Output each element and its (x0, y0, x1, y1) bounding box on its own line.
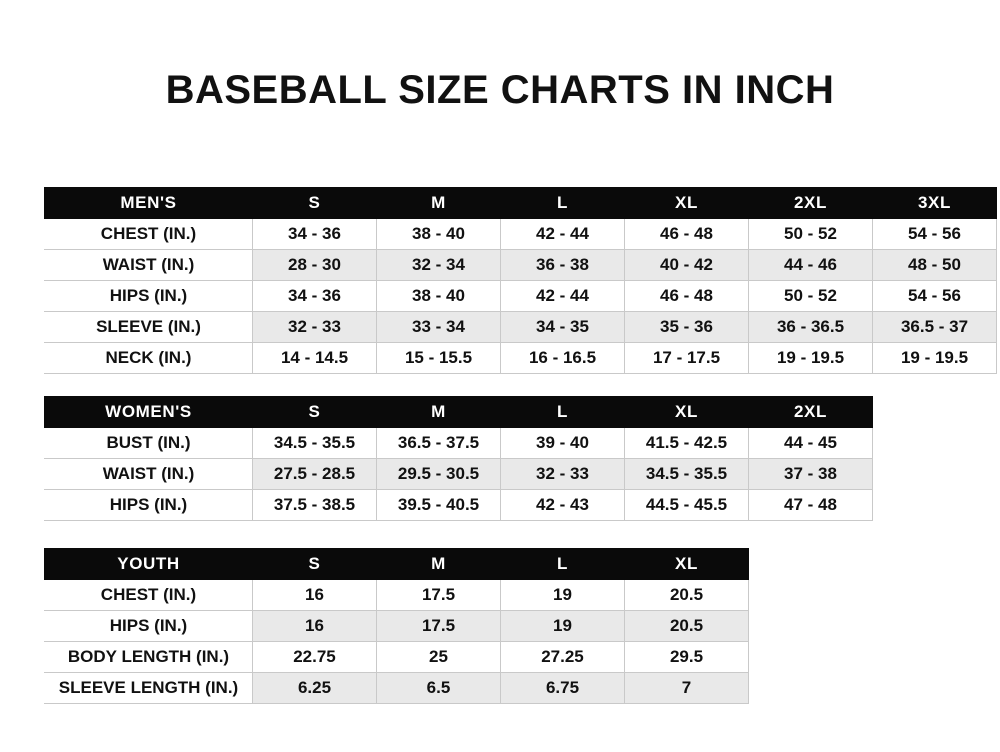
table-row (45, 281, 997, 312)
column-header: XL (625, 188, 749, 219)
table-cell: 37 - 38 (749, 459, 873, 490)
table-cell: 54 - 56 (873, 219, 997, 250)
column-header: L (501, 549, 625, 580)
table-cell: 34 - 36 (253, 219, 377, 250)
column-header: YOUTH (45, 549, 253, 580)
row-label: HIPS (IN.) (45, 490, 253, 521)
column-header: MEN'S (45, 188, 253, 219)
table-cell: 19 - 19.5 (749, 343, 873, 374)
table-cell: 22.75 (253, 642, 377, 673)
column-header: XL (625, 549, 749, 580)
table-header-row (45, 549, 749, 580)
table-cell: 19 (501, 611, 625, 642)
row-label: HIPS (IN.) (45, 281, 253, 312)
mens-size-chart (44, 187, 997, 374)
table-cell: 25 (377, 642, 501, 673)
table-cell: 36 - 38 (501, 250, 625, 281)
table-cell: 20.5 (625, 580, 749, 611)
table-header-row (45, 397, 873, 428)
column-header: S (253, 549, 377, 580)
table-cell: 36.5 - 37.5 (377, 428, 501, 459)
table-cell: 6.75 (501, 673, 625, 704)
table-cell: 50 - 52 (749, 219, 873, 250)
table-cell: 16 - 16.5 (501, 343, 625, 374)
column-header: M (377, 397, 501, 428)
table-cell: 38 - 40 (377, 281, 501, 312)
table-cell: 36 - 36.5 (749, 312, 873, 343)
column-header: L (501, 397, 625, 428)
column-header: 3XL (873, 188, 997, 219)
table-cell: 46 - 48 (625, 219, 749, 250)
youth-table (44, 548, 749, 704)
table-row (45, 611, 749, 642)
table-row (45, 673, 749, 704)
table-cell: 44.5 - 45.5 (625, 490, 749, 521)
column-header: S (253, 188, 377, 219)
table-cell: 6.25 (253, 673, 377, 704)
table-cell: 29.5 - 30.5 (377, 459, 501, 490)
table-cell: 42 - 43 (501, 490, 625, 521)
table-row (45, 580, 749, 611)
table-cell: 34 - 36 (253, 281, 377, 312)
table-cell: 41.5 - 42.5 (625, 428, 749, 459)
table-cell: 32 - 34 (377, 250, 501, 281)
column-header: 2XL (749, 188, 873, 219)
row-label: SLEEVE (IN.) (45, 312, 253, 343)
youth-size-chart (44, 548, 749, 704)
table-cell: 37.5 - 38.5 (253, 490, 377, 521)
table-cell: 38 - 40 (377, 219, 501, 250)
row-label: NECK (IN.) (45, 343, 253, 374)
womens-size-chart (44, 396, 873, 521)
table-cell: 50 - 52 (749, 281, 873, 312)
table-row (45, 250, 997, 281)
table-row (45, 490, 873, 521)
table-cell: 34 - 35 (501, 312, 625, 343)
table-cell: 17.5 (377, 611, 501, 642)
column-header: L (501, 188, 625, 219)
table-cell: 28 - 30 (253, 250, 377, 281)
row-label: BUST (IN.) (45, 428, 253, 459)
table-cell: 36.5 - 37 (873, 312, 997, 343)
table-cell: 29.5 (625, 642, 749, 673)
table-cell: 27.25 (501, 642, 625, 673)
table-cell: 32 - 33 (501, 459, 625, 490)
table-cell: 19 - 19.5 (873, 343, 997, 374)
table-cell: 33 - 34 (377, 312, 501, 343)
row-label: SLEEVE LENGTH (IN.) (45, 673, 253, 704)
table-row (45, 642, 749, 673)
table-cell: 54 - 56 (873, 281, 997, 312)
table-cell: 14 - 14.5 (253, 343, 377, 374)
table-row (45, 312, 997, 343)
table-cell: 16 (253, 580, 377, 611)
table-cell: 39.5 - 40.5 (377, 490, 501, 521)
table-row (45, 219, 997, 250)
table-row (45, 428, 873, 459)
table-header-row (45, 188, 997, 219)
table-cell: 17 - 17.5 (625, 343, 749, 374)
table-row (45, 343, 997, 374)
column-header: M (377, 188, 501, 219)
table-cell: 35 - 36 (625, 312, 749, 343)
table-cell: 34.5 - 35.5 (625, 459, 749, 490)
table-cell: 17.5 (377, 580, 501, 611)
table-cell: 7 (625, 673, 749, 704)
row-label: CHEST (IN.) (45, 580, 253, 611)
table-cell: 48 - 50 (873, 250, 997, 281)
table-cell: 6.5 (377, 673, 501, 704)
table-cell: 39 - 40 (501, 428, 625, 459)
column-header: WOMEN'S (45, 397, 253, 428)
table-cell: 42 - 44 (501, 219, 625, 250)
column-header: M (377, 549, 501, 580)
row-label: WAIST (IN.) (45, 250, 253, 281)
column-header: S (253, 397, 377, 428)
table-cell: 20.5 (625, 611, 749, 642)
table-cell: 16 (253, 611, 377, 642)
page-title: BASEBALL SIZE CHARTS IN INCH (165, 68, 835, 112)
row-label: WAIST (IN.) (45, 459, 253, 490)
row-label: BODY LENGTH (IN.) (45, 642, 253, 673)
table-cell: 47 - 48 (749, 490, 873, 521)
table-cell: 42 - 44 (501, 281, 625, 312)
column-header: XL (625, 397, 749, 428)
table-cell: 27.5 - 28.5 (253, 459, 377, 490)
table-row (45, 459, 873, 490)
table-cell: 44 - 46 (749, 250, 873, 281)
table-cell: 40 - 42 (625, 250, 749, 281)
row-label: CHEST (IN.) (45, 219, 253, 250)
table-cell: 46 - 48 (625, 281, 749, 312)
column-header: 2XL (749, 397, 873, 428)
table-cell: 15 - 15.5 (377, 343, 501, 374)
table-cell: 32 - 33 (253, 312, 377, 343)
table-cell: 19 (501, 580, 625, 611)
mens-table (44, 187, 997, 374)
row-label: HIPS (IN.) (45, 611, 253, 642)
womens-table (44, 396, 873, 521)
table-cell: 34.5 - 35.5 (253, 428, 377, 459)
table-cell: 44 - 45 (749, 428, 873, 459)
